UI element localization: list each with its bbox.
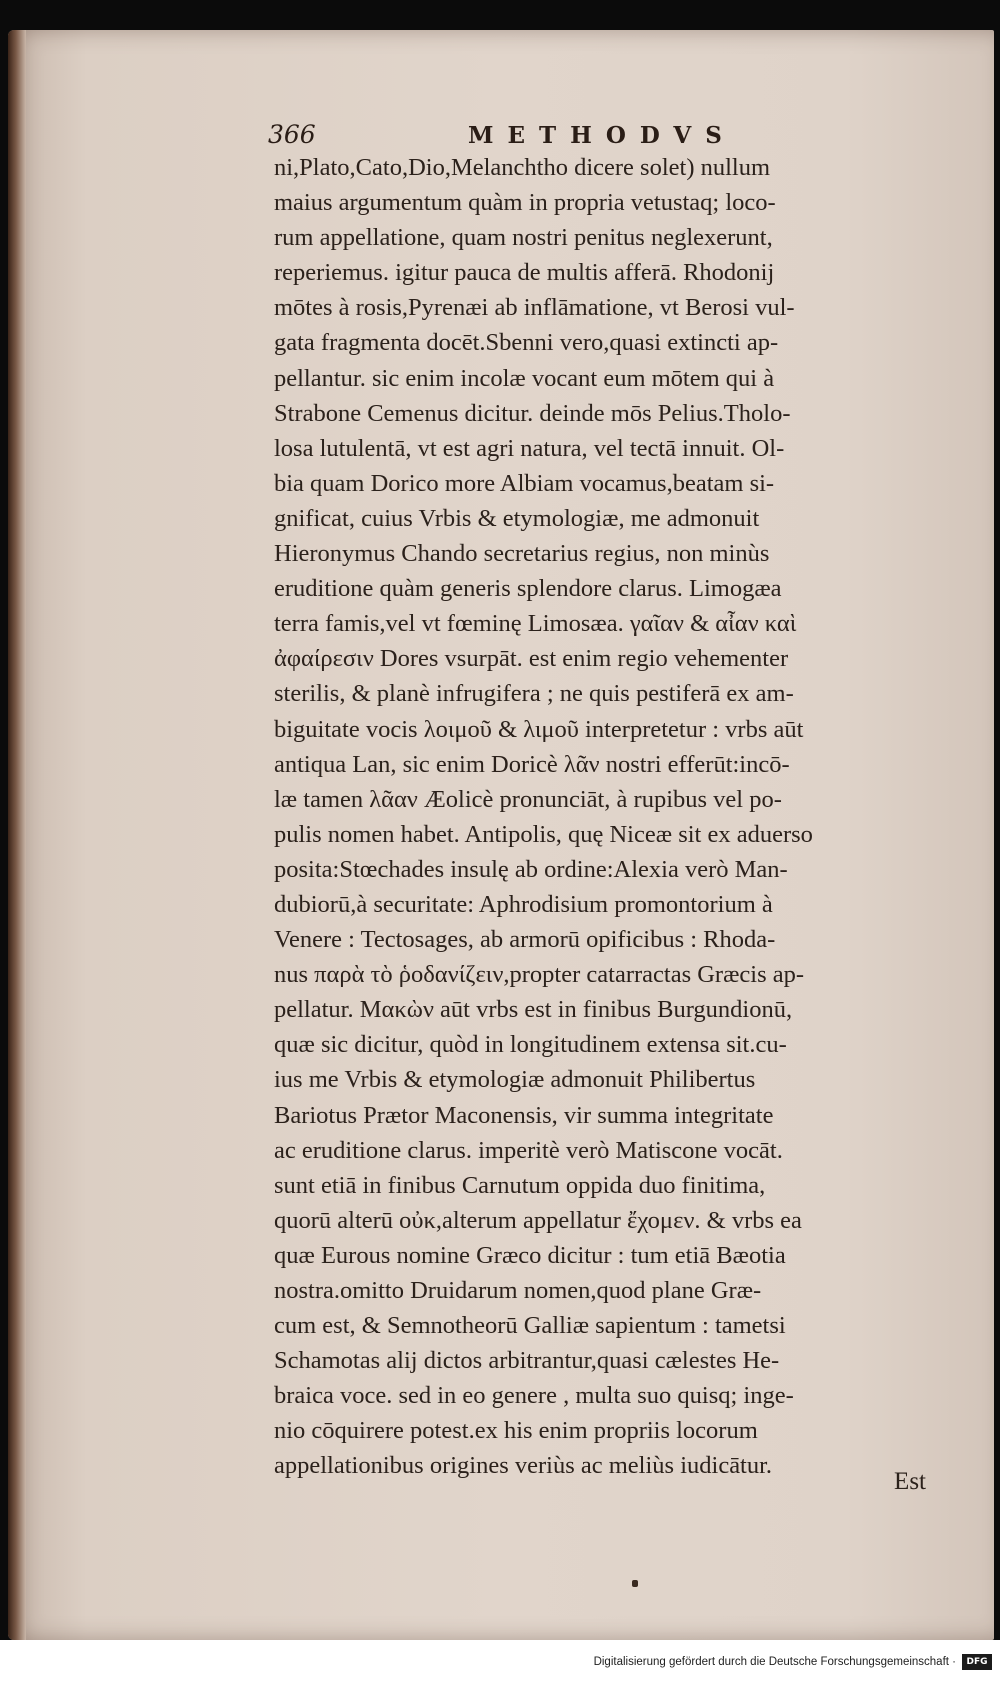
text-line: maius argumentum quàm in propria vetustaq; loco- — [274, 189, 776, 217]
text-line: cum est, & Semnotheorū Galliæ sapientum : tametsi — [274, 1312, 786, 1340]
text-line: quæ sic dicitur, quòd in longitudinem extensa sit.cu- — [274, 1031, 787, 1059]
text-line: Venere : Tectosages, ab armorū opificibus : Rhoda- — [274, 926, 776, 954]
page-binding-edge — [8, 30, 26, 1640]
text-line: terra famis,vel vt fœminę Limosæa. γαῖαν & αἶαν καὶ — [274, 610, 797, 638]
text-line: sterilis, & planè infrugifera ; ne quis pestiferā ex am- — [274, 680, 794, 708]
text-line: nio cōquirere potest.ex his enim propriis locorum — [274, 1417, 758, 1445]
text-line: appellationibus origines veriùs ac meliùs iudicātur. — [274, 1452, 773, 1480]
text-line: pulis nomen habet. Antipolis, quę Niceæ sit ex aduerso — [274, 820, 813, 848]
text-line: losa lutulentā, vt est agri natura, vel tectā innuit. Ol- — [274, 434, 785, 462]
text-line: mōtes à rosis,Pyrenæi ab inflāmatione, vt Berosi vul- — [274, 294, 795, 322]
text-line: eruditione quàm generis splendore clarus. Limogæa — [274, 575, 782, 603]
text-line: ius me Vrbis & etymologiæ admonuit Philibertus — [274, 1066, 756, 1094]
text-line: posita:Stœchades insulę ab ordine:Alexia verò Man- — [274, 855, 788, 883]
text-line: rum appellatione, quam nostri penitus neglexerunt, — [274, 224, 773, 252]
text-line: antiqua Lan, sic enim Doricè λᾶν nostri efferūt:incō- — [274, 750, 790, 778]
dfg-logo-label: DFG — [966, 1657, 988, 1667]
text-line: dubiorū,à securitate: Aphrodisium promontorium à — [274, 890, 773, 918]
text-line: gata fragmenta docēt.Sbenni vero,quasi extincti ap- — [274, 329, 779, 357]
text-line: quorū alterū οὐκ,alterum appellatur ἔχομεν. & vrbs ea — [274, 1206, 802, 1234]
text-block — [274, 150, 924, 1484]
text-line: pellantur. sic enim incolæ vocant eum mōtem qui à — [274, 364, 775, 392]
text-line: braica voce. sed in eo genere , multa suo quisq; inge- — [274, 1382, 794, 1410]
text-line: læ tamen λᾶαν Æolicè pronunciāt, à rupibus vel po- — [274, 785, 782, 813]
text-line: reperiemus. igitur pauca de multis afferā. Rhodonij — [274, 259, 775, 287]
running-head — [268, 120, 928, 150]
text-line: sunt etiā in finibus Carnutum oppida duo finitima, — [274, 1171, 766, 1199]
text-line: bia quam Dorico more Albiam vocamus,beatam si- — [274, 469, 775, 497]
text-line: nostra.omitto Druidarum nomen,quod plane Græ- — [274, 1277, 762, 1304]
text-line: pellatur. Μακὼν aūt vrbs est in finibus Burgundionū, — [274, 996, 793, 1024]
ink-mark — [632, 1580, 638, 1587]
running-head-title: METHODVS — [468, 122, 736, 149]
text-line: quæ Eurous nomine Græco dicitur : tum etiā Bæotia — [274, 1241, 786, 1269]
text-line: Bariotus Prætor Maconensis, vir summa integritate — [274, 1101, 774, 1129]
catchword: Est — [894, 1468, 926, 1495]
text-line: Strabone Cemenus dicitur. deinde mōs Pelius.Tholo- — [274, 399, 791, 427]
footer-bar — [0, 1640, 1000, 1685]
text-line: nus παρὰ τὸ ῥοδανίζειν,propter catarractas Græcis ap- — [274, 961, 805, 989]
text-line: ni,Plato,Cato,Dio,Melanchtho dicere solet) nullum — [274, 154, 771, 181]
text-line: ac eruditione clarus. imperitè verò Matiscone vocāt. — [274, 1136, 783, 1164]
text-line: gnificat, cuius Vrbis & etymologiæ, me admonuit — [274, 504, 760, 532]
page-number: 366 — [268, 120, 316, 149]
text-line: ἀφαίρεσιν Dores vsurpāt. est enim regio vehementer — [274, 645, 789, 673]
text-line: Hieronymus Chando secretarius regius, non minùs — [274, 540, 770, 568]
text-line: biguitate vocis λοιμοῦ & λιμοῦ interpretetur : vrbs aūt — [274, 715, 804, 743]
dfg-logo-icon — [962, 1654, 992, 1670]
footer-credit: Digitalisierung gefördert durch die Deutsche Forschungsgemeinschaft · — [593, 1656, 956, 1668]
text-line: Schamotas alij dictos arbitrantur,quasi cælestes He- — [274, 1347, 780, 1375]
